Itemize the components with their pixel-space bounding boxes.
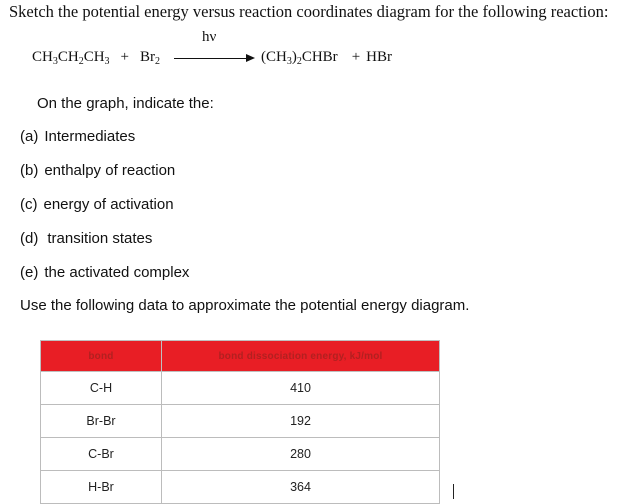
bond-cell: Br-Br [41, 405, 162, 438]
text-cursor [453, 484, 454, 499]
bond-energy-table [40, 340, 440, 504]
column-header-bond: bond [41, 341, 162, 372]
light-condition-label: hν [202, 28, 217, 45]
plus-sign: + [120, 49, 129, 65]
energy-cell: 192 [162, 405, 440, 438]
reaction-equation [32, 28, 392, 67]
list-item [20, 196, 174, 213]
table-row [41, 438, 440, 471]
item-text: the activated complex [44, 264, 190, 281]
table-row [41, 372, 440, 405]
product-bromopropane: $(CH_3)_2CHBr$ [261, 49, 338, 67]
list-item [20, 264, 189, 281]
question-heading: Sketch the potential energy versus reaction coordinates diagram for the following reaction: [9, 2, 609, 21]
item-text: Intermediates [44, 128, 136, 145]
plus-sign: + [351, 49, 361, 65]
table-row [41, 405, 440, 438]
reactant-propane: $CH_3CH_2CH_3$ [32, 49, 110, 67]
table-header-row [41, 341, 440, 372]
energy-cell: 280 [162, 438, 440, 471]
data-instruction: Use the following data to approximate the potential energy diagram. [20, 297, 470, 314]
bond-cell: C-Br [41, 438, 162, 471]
column-header-energy: bond dissociation energy, kJ/mol [162, 341, 440, 372]
item-letter: (a) [20, 128, 39, 145]
item-text: enthalpy of reaction [44, 162, 176, 179]
item-text: transition states [47, 230, 153, 247]
item-text: energy of activation [43, 196, 174, 213]
list-item [20, 128, 135, 145]
table-row [41, 471, 440, 504]
list-item [20, 230, 152, 247]
energy-cell: 410 [162, 372, 440, 405]
bond-cell: C-H [41, 372, 162, 405]
product-hbr: HBr [366, 49, 392, 65]
energy-cell: 364 [162, 471, 440, 504]
instruction-intro: On the graph, indicate the: [37, 95, 214, 112]
item-letter: (c) [20, 196, 38, 213]
item-letter: (b) [20, 162, 39, 179]
arrow-line-icon [174, 58, 248, 59]
arrow-head-icon [246, 54, 255, 62]
item-letter: (d) [20, 230, 39, 247]
reaction-arrow [174, 28, 256, 65]
list-item [20, 162, 175, 179]
bond-cell: H-Br [41, 471, 162, 504]
item-letter: (e) [20, 264, 39, 281]
reactant-bromine: $Br_2$ [140, 49, 160, 67]
